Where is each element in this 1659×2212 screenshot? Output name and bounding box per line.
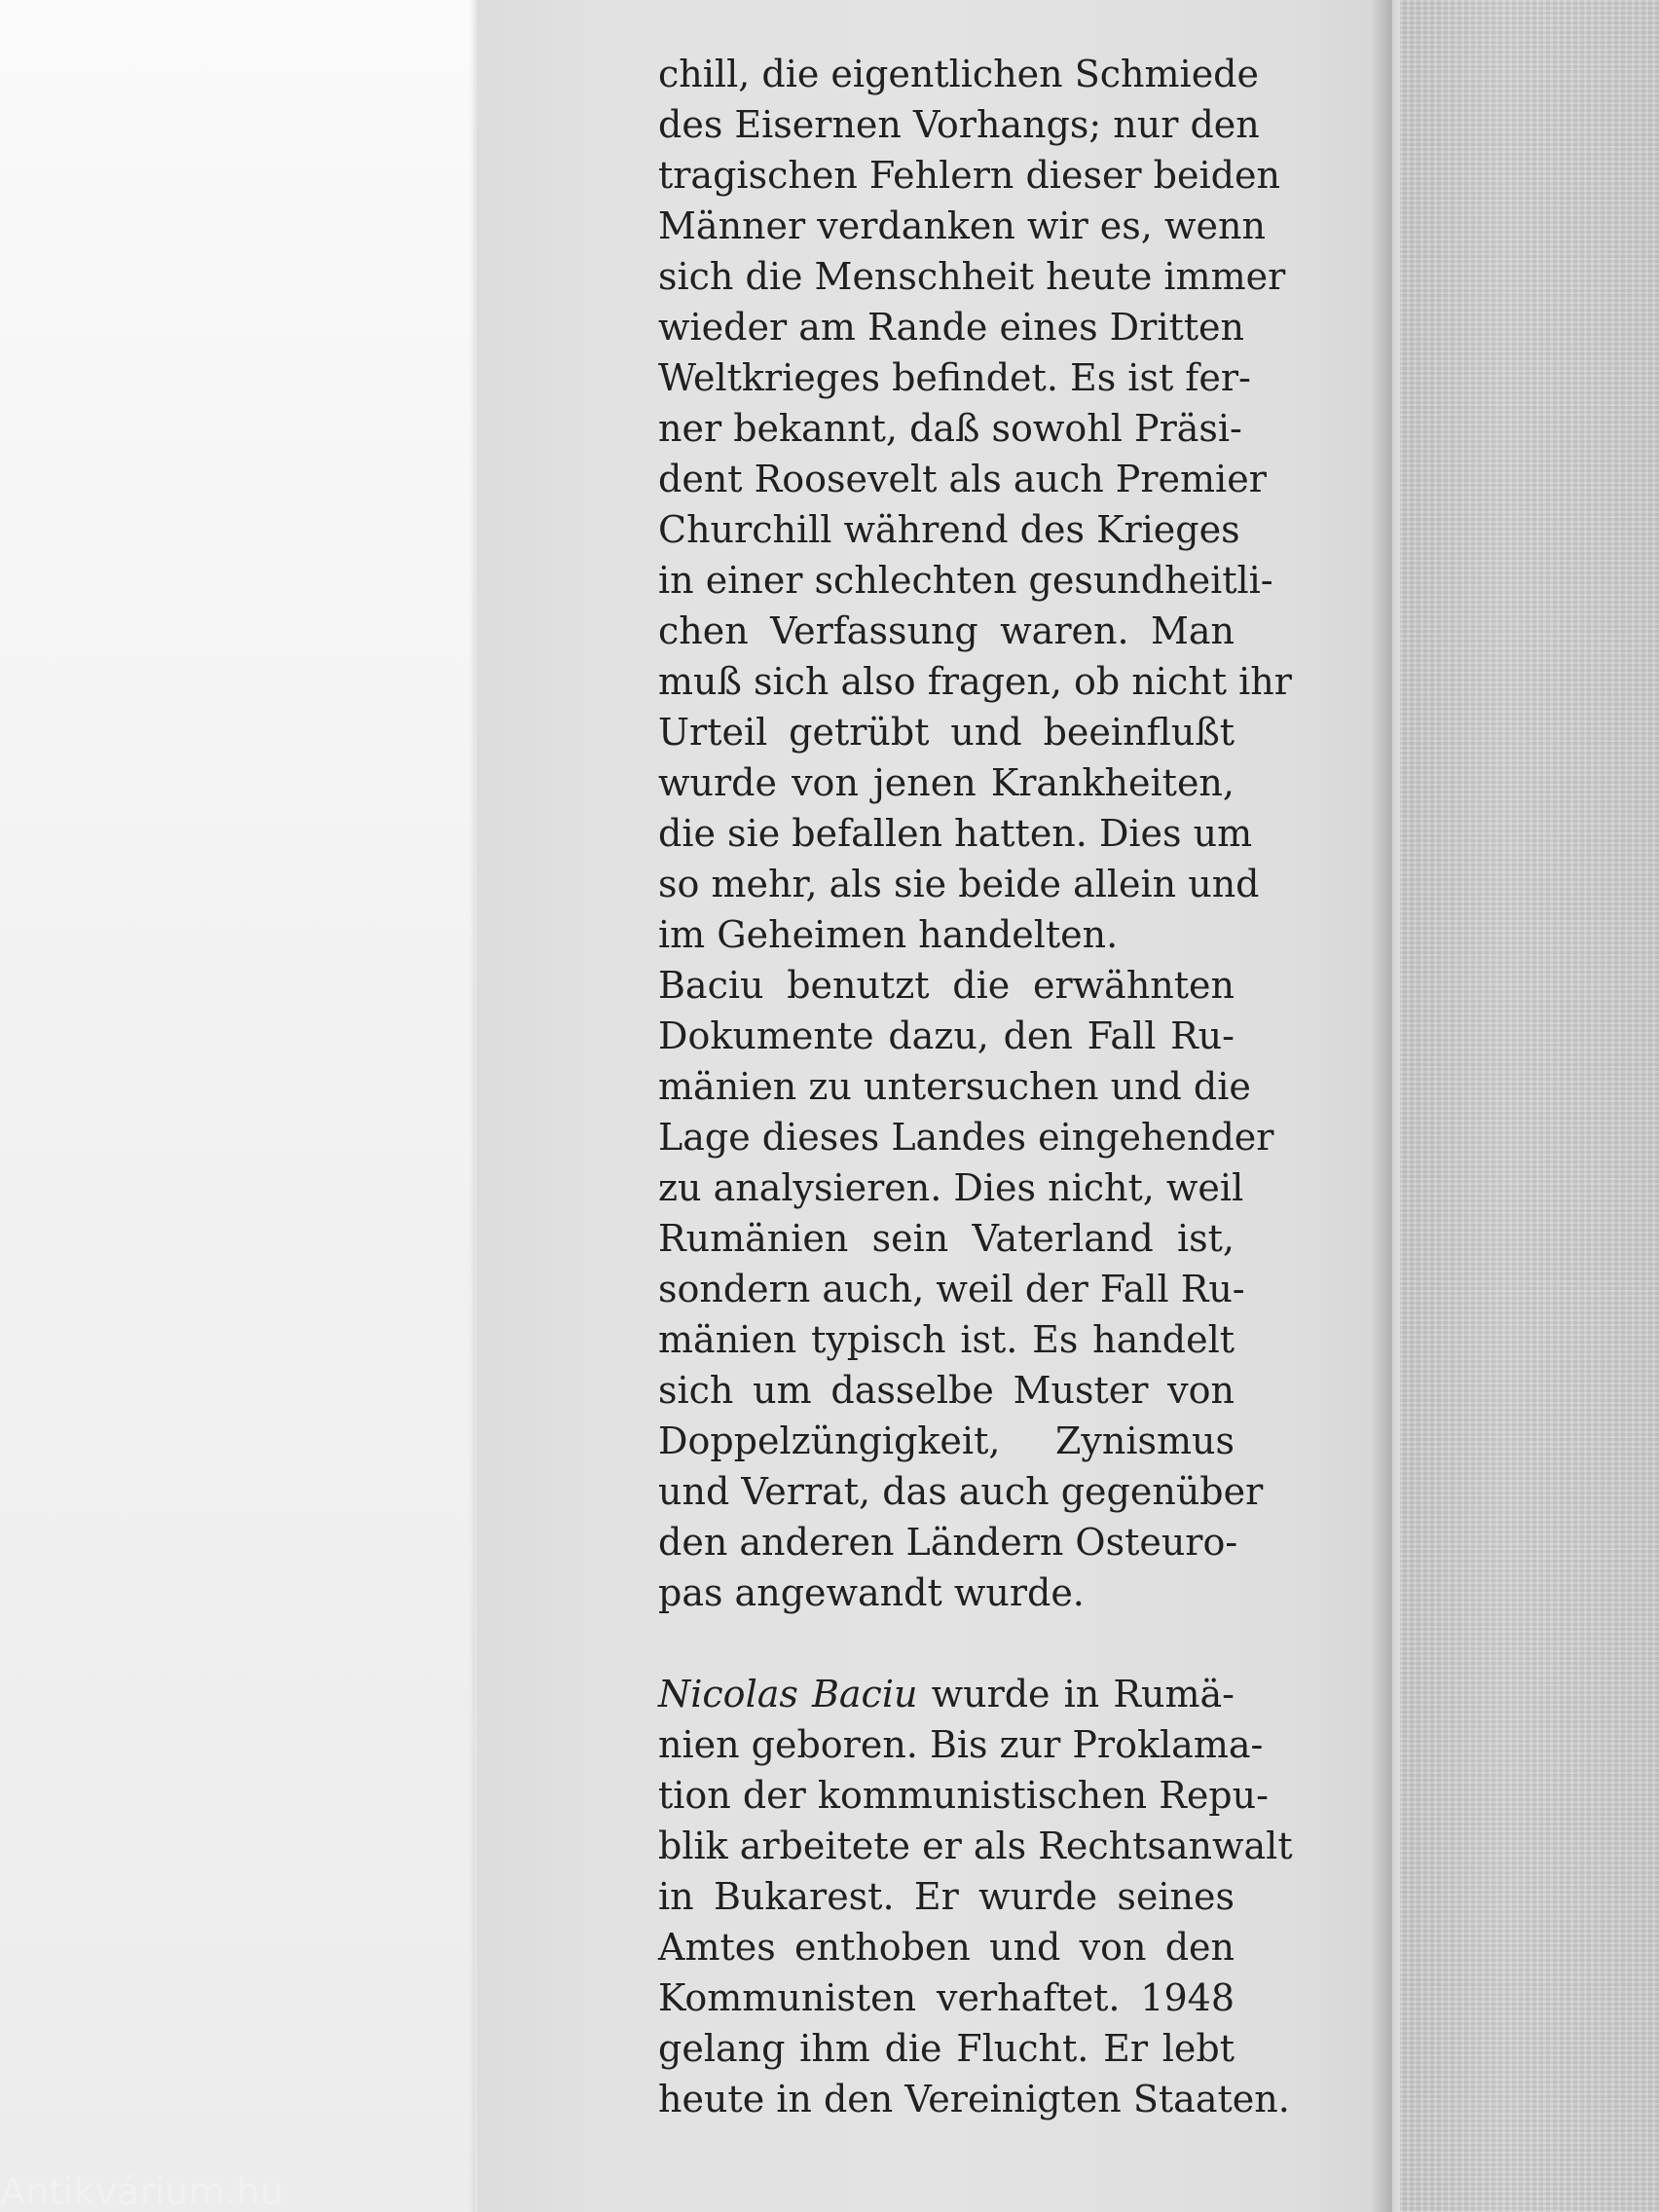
left-page (0, 0, 475, 2212)
paragraph-1 (658, 49, 1292, 960)
text-line: in einer schlechten gesundheitli- (658, 559, 1273, 602)
text-line: Männer verdanken wir es, wenn (658, 204, 1266, 247)
text-line: und Verrat, das auch gegenüber (658, 1470, 1264, 1513)
text-line: so mehr, als sie beide allein und (658, 863, 1260, 905)
flap-text-column (658, 49, 1293, 2124)
text-line: den anderen Ländern Osteuro- (658, 1521, 1238, 1564)
text-line: zu analysieren. Dies nicht, weil (658, 1166, 1244, 1209)
text-line: sich die Menschheit heute immer (658, 255, 1286, 298)
text-line: Baciu benutzt die erwähnten (658, 964, 1235, 1007)
text-line: tragischen Fehlern dieser beiden (658, 154, 1280, 197)
text-line: im Geheimen handelten. (658, 913, 1119, 956)
text-line: chill, die eigentlichen Schmiede (658, 53, 1259, 95)
text-line: sich um dasselbe Muster von (658, 1369, 1235, 1412)
text-line: wieder am Rande eines Dritten (658, 306, 1244, 349)
text-line: blik arbeitete er als Rechtsanwalt (658, 1825, 1293, 1867)
text-line: pas angewandt wurde. (658, 1571, 1085, 1614)
author-bio-first-line (658, 1669, 1235, 1719)
author-name: Nicolas Baciu (658, 1673, 918, 1715)
text-line: heute in den Vereinigten Staaten. (658, 2078, 1290, 2120)
text-line: mänien typisch ist. Es handelt (658, 1318, 1235, 1361)
cover-texture (1400, 0, 1659, 2212)
text-line: Dokumente dazu, den Fall Ru- (658, 1014, 1235, 1057)
text-line: Urteil getrübt und beeinflußt (658, 711, 1235, 754)
watermark: Antikvárium.hu (0, 2170, 283, 2212)
text-line: in Bukarest. Er wurde seines (658, 1875, 1235, 1918)
paragraph-gap (658, 1618, 1235, 1669)
text-line: Kommunisten verhaftet. 1948 (658, 1976, 1235, 2019)
text-line: Amtes enthoben und von den (658, 1926, 1235, 1969)
text-line: gelang ihm die Flucht. Er lebt (658, 2027, 1235, 2070)
text-line: wurde von jenen Krankheiten, (658, 761, 1235, 804)
text-line: sondern auch, weil der Fall Ru- (658, 1268, 1245, 1310)
paragraph-3-author-bio (658, 1669, 1293, 2124)
text-line: Weltkrieges befindet. Es ist fer- (658, 356, 1251, 399)
text-line: chen Verfassung waren. Man (658, 609, 1235, 652)
text-line: dent Roosevelt als auch Premier (658, 458, 1267, 500)
text-line: Lage dieses Landes eingehender (658, 1116, 1274, 1159)
text-line: Rumänien sein Vaterland ist, (658, 1217, 1235, 1260)
text-line: mänien zu untersuchen und die (658, 1065, 1251, 1108)
author-bio-first-line-rest: wurde in Rumä- (917, 1673, 1235, 1715)
text-line: nien geboren. Bis zur Proklama- (658, 1723, 1264, 1766)
text-line: ner bekannt, daß sowohl Präsi- (658, 407, 1242, 450)
text-line: Churchill während des Krieges (658, 508, 1240, 551)
text-line: die sie befallen hatten. Dies um (658, 812, 1253, 855)
text-line: muß sich also fragen, ob nicht ihr (658, 660, 1292, 703)
text-line: Doppelzüngigkeit, Zynismus (658, 1419, 1235, 1462)
text-line: des Eisernen Vorhangs; nur den (658, 103, 1260, 146)
paragraph-2 (658, 960, 1274, 1618)
text-line: tion der kommunistischen Repu- (658, 1774, 1269, 1817)
